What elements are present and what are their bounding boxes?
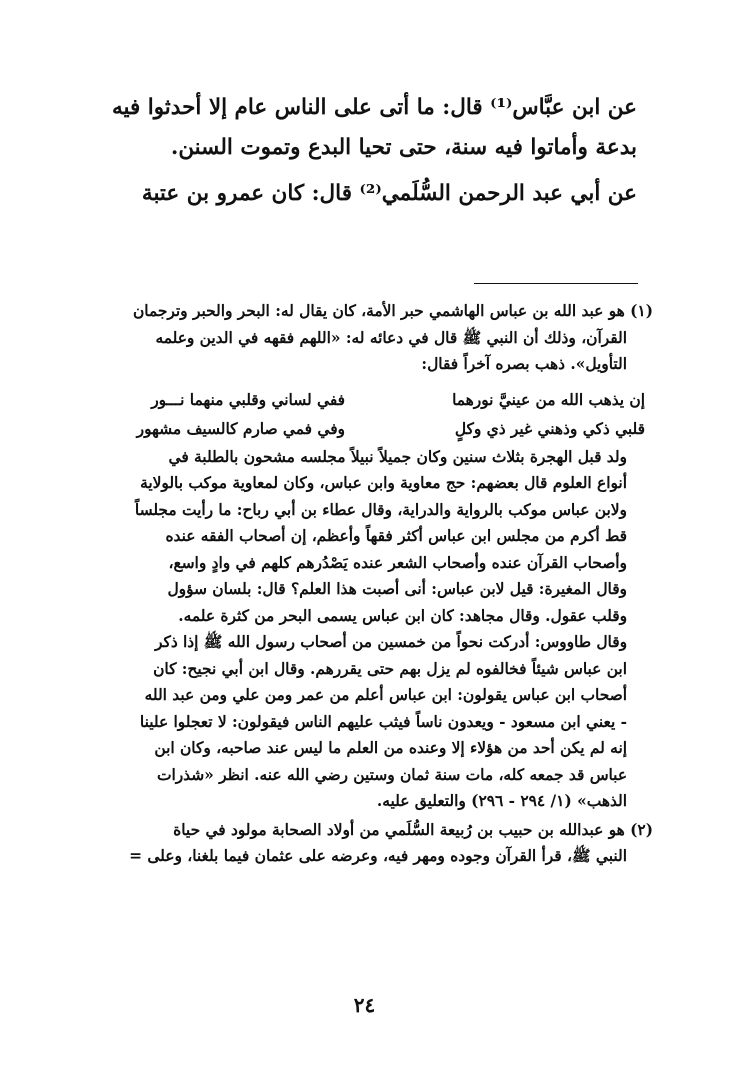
footnote-line: النبي ﷺ، قرأ القرآن وجوده ومهر فيه، وعرضه على عثمان فيما بلغنا، وعلى = — [129, 847, 627, 865]
footnote-line: وأصحاب القرآن عنده وأصحاب الشعر عنده يَصْدُرهم كلهم في وادٍ واسع، — [168, 553, 627, 572]
footnote-line: ولد قبل الهجرة بثلاث سنين وكان جميلاً نبيلاً مجلسه مشحون بالطلبة في — [168, 447, 627, 466]
footnote-1 — [75, 298, 653, 815]
poem — [75, 386, 653, 444]
footnote-line: قط أكرم من مجلس ابن عباس أكثر فقهاً وأعظم، إن أصحاب الفقه عنده — [165, 527, 627, 545]
footnote-line: إنه لم يكن أحد من هؤلاء إلا وعنده من العلم ما ليس عند صاحبه، وكان ابن — [154, 739, 627, 757]
footnote-line: أصحاب ابن عباس يقولون: ابن عباس أعلم من عمر ومن علي ومن عبد الله — [144, 686, 627, 704]
page-number: ٢٤ — [353, 993, 376, 1017]
footnote-line: التأويل». ذهب بصره آخراً فقال: — [421, 355, 627, 373]
footnote-line: - يعني ابن مسعود - ويعدون ناساً فيثب عليهم الناس فيقولون: لا تعجلوا علينا — [139, 712, 627, 731]
footnote-line: ولابن عباس موكب بالرواية والدراية، وقال عطاء بن أبي رباح: ما رأيت مجلساً — [134, 500, 627, 519]
hemistich: قلبي ذكي وذهني غير ذي وكلٍ — [454, 419, 645, 438]
hemistich: إن يذهب الله من عينيَّ نورهما — [452, 390, 645, 409]
footnote-line: ابن عباس شيئاً فخالفوه لم يزل بهم حتى يقررهم. وقال ابن أبي نجيح: كان — [153, 659, 627, 678]
main-line: بدعة وأماتوا فيه سنة، حتى تحيا البدع وتموت السنن. — [170, 135, 637, 160]
hemistich: وفي فمي صارم كالسيف مشهور — [136, 419, 345, 438]
footnote-line: الذهب» (١/ ٢٩٤ - ٢٩٦) والتعليق عليه. — [376, 792, 627, 810]
footnote-separator — [474, 283, 638, 284]
footnote-line: وقلب عقول. وقال مجاهد: كان ابن عباس يسمى البحر من كثرة علمه. — [178, 606, 627, 625]
footnote-line: القرآن، وذلك أن النبي ﷺ قال في دعائه له: «اللهم فقهه في الدين وعلمه — [155, 328, 627, 347]
poem-verse — [75, 386, 645, 415]
footnote-line: (٢) هو عبدالله بن حبيب بن رُبيعة السُّلَمي من أولاد الصحابة مولود في حياة — [173, 820, 653, 839]
main-line: عن ابن عبَّاس⁽¹⁾ قال: ما أتى على الناس عام إلا أحدثوا فيه — [111, 95, 637, 120]
main-line: عن أبي عبد الرحمن السُّلَمي⁽²⁾ قال: كان عمرو بن عتبة — [141, 181, 637, 206]
poem-verse — [75, 415, 645, 444]
hemistich: ففي لساني وقلبي منهما نـــور — [151, 390, 345, 409]
footnote-line: وقال المغيرة: قيل لابن عباس: أنى أصبت هذا العلم؟ قال: بلسان سؤول — [167, 580, 627, 598]
footnote-line: وقال طاووس: أدركت نحواً من خمسين من أصحاب رسول الله ﷺ إذا ذكر — [155, 633, 627, 651]
footnote-2 — [75, 817, 653, 870]
footnote-line: عباس قد جمعه كله، مات سنة ثمان وستين رضي الله عنه. انظر «شذرات — [156, 765, 627, 784]
main-text — [85, 88, 637, 214]
footnote-line: (١) هو عبد الله بن عباس الهاشمي حبر الأمة، كان يقال له: البحر والحبر وترجمان — [133, 302, 653, 320]
footnotes — [75, 298, 653, 870]
footnote-line: أنواع العلوم قال بعضهم: حج معاوية وابن عباس، وكان لمعاوية موكب بالولاية — [140, 474, 627, 492]
